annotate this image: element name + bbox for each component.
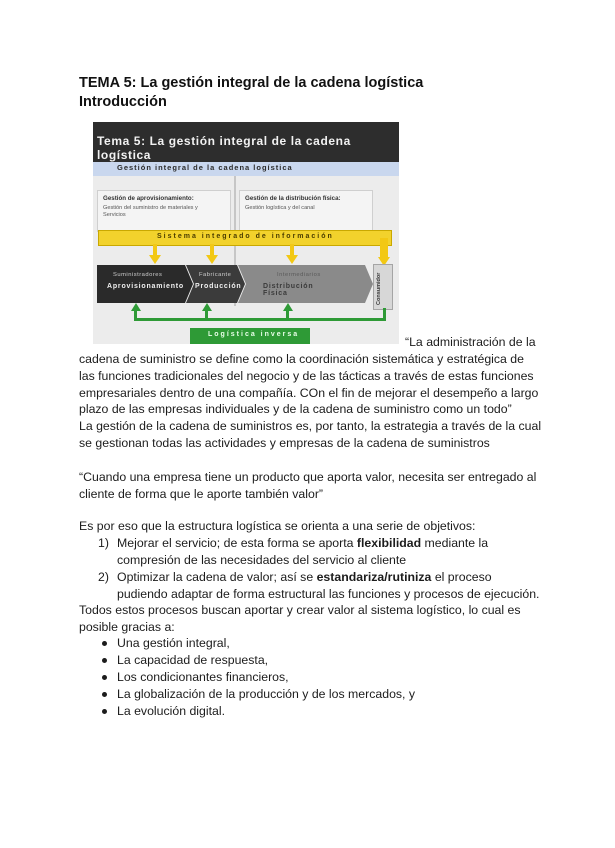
objective-item bbox=[117, 535, 488, 552]
distribution-subtitle: Gestión logística y del canal bbox=[245, 205, 315, 211]
objective-text: pudiendo adaptar de forma estructural las funciones y procesos de ejecución. bbox=[117, 587, 540, 601]
bullet-icon bbox=[102, 658, 107, 663]
objectives-intro: Es por eso que la estructura logística se orienta a una serie de objetivos: bbox=[79, 519, 476, 533]
reverse-arrow-up-icon bbox=[131, 303, 141, 311]
objective-text: el proceso bbox=[431, 570, 492, 584]
distribution-panel bbox=[239, 190, 373, 232]
objective-text: compresión de las necesidades del servicio al cliente bbox=[117, 553, 407, 567]
paragraph-line: posible gracias a: bbox=[79, 620, 175, 634]
reverse-logistics-label: Logística inversa bbox=[208, 331, 300, 338]
info-arrow-down-icon bbox=[149, 255, 161, 264]
quote-line: “La administración de la bbox=[405, 335, 536, 349]
distribution-title: Gestión de la distribución física: bbox=[245, 195, 341, 202]
quote-line: plazo de las empresas individuales y de la cadena de suministro como un todo” bbox=[79, 402, 512, 416]
objective-item bbox=[117, 569, 492, 586]
bullet-icon bbox=[102, 709, 107, 714]
reverse-flow-line bbox=[134, 310, 137, 321]
chain-step-small: Suministradores bbox=[113, 272, 163, 278]
page-title: TEMA 5: La gestión integral de la cadena logística bbox=[79, 75, 424, 91]
objective-text: Optimizar la cadena de valor; así se bbox=[117, 570, 317, 584]
bullet-icon bbox=[102, 692, 107, 697]
objective-number: 1) bbox=[98, 536, 109, 550]
reverse-flow-line bbox=[286, 310, 289, 321]
section-heading: Introducción bbox=[79, 94, 167, 110]
objective-number: 2) bbox=[98, 570, 109, 584]
diagram-band-label: Gestión integral de la cadena logística bbox=[117, 163, 293, 172]
paragraph-line: La gestión de la cadena de suministros es, por tanto, la estrategia a través de la cual bbox=[79, 419, 542, 433]
reverse-flow-line bbox=[134, 318, 386, 321]
consumer-label: Consumidor bbox=[376, 272, 382, 305]
bullet-icon bbox=[102, 641, 107, 646]
procurement-subtitle-2: Servicios bbox=[103, 212, 126, 218]
objective-text: Mejorar el servicio; de esta forma se aporta bbox=[117, 536, 357, 550]
objective-keyword: estandariza/rutiniza bbox=[316, 570, 432, 584]
diagram-title: Tema 5: La gestión integral de la cadena logística bbox=[97, 134, 351, 162]
list-item: Los condicionantes financieros, bbox=[117, 670, 289, 684]
bullet-icon bbox=[102, 675, 107, 680]
quote-line: cadena de suministro se define como la coordinación sistemática y estratégica de bbox=[79, 352, 524, 366]
objective-text: mediante la bbox=[421, 536, 489, 550]
objective-keyword: flexibilidad bbox=[356, 536, 422, 550]
quote-line: “Cuando una empresa tiene un producto que aporta valor, necesita ser entregado al bbox=[79, 470, 537, 484]
chain-step-label: Distribución Física bbox=[263, 283, 314, 297]
info-arrow-down-icon bbox=[286, 255, 298, 264]
information-system-bar bbox=[98, 230, 392, 246]
list-item: La capacidad de respuesta, bbox=[117, 653, 269, 667]
list-item: La evolución digital. bbox=[117, 704, 226, 718]
reverse-flow-line bbox=[383, 308, 386, 321]
reverse-arrow-up-icon bbox=[202, 303, 212, 311]
information-system-label: Sistema integrado de información bbox=[157, 233, 334, 240]
diagram-title-bar bbox=[93, 122, 399, 162]
procurement-title: Gestión de aprovisionamiento: bbox=[103, 195, 194, 202]
reverse-logistics-bar bbox=[190, 328, 310, 344]
quote-line: empresariales dentro de una compañía. COn el fin de mejorar el desempeño a largo bbox=[79, 386, 539, 400]
reverse-arrow-up-icon bbox=[283, 303, 293, 311]
list-item: Una gestión integral, bbox=[117, 636, 230, 650]
chain-step-label: Producción bbox=[195, 283, 242, 290]
procurement-subtitle-1: Gestión del suministro de materiales y bbox=[103, 205, 198, 211]
chain-step-small: Fabricante bbox=[199, 272, 232, 278]
chain-step-label: Aprovisionamiento bbox=[107, 283, 184, 290]
paragraph-line: se gestionan todas las actividades y empresas de la cadena de suministros bbox=[79, 436, 490, 450]
consumer-box bbox=[373, 264, 393, 310]
quote-line: cliente de forma que le aporte también valor” bbox=[79, 487, 324, 501]
list-item: La globalización de la producción y de los mercados, y bbox=[117, 687, 416, 701]
procurement-panel bbox=[97, 190, 231, 232]
paragraph-line: Todos estos procesos buscan aportar y crear valor al sistema logístico, lo cual es bbox=[79, 603, 521, 617]
quote-line: las funciones tradicionales del negocio y de las tácticas a través de estas funciones bbox=[79, 369, 534, 383]
reverse-flow-line bbox=[205, 310, 208, 321]
chain-step-small: Intermediarios bbox=[277, 272, 321, 278]
diagram-band bbox=[93, 162, 399, 176]
info-arrow-down-icon bbox=[206, 255, 218, 264]
supply-chain-diagram bbox=[93, 122, 399, 344]
